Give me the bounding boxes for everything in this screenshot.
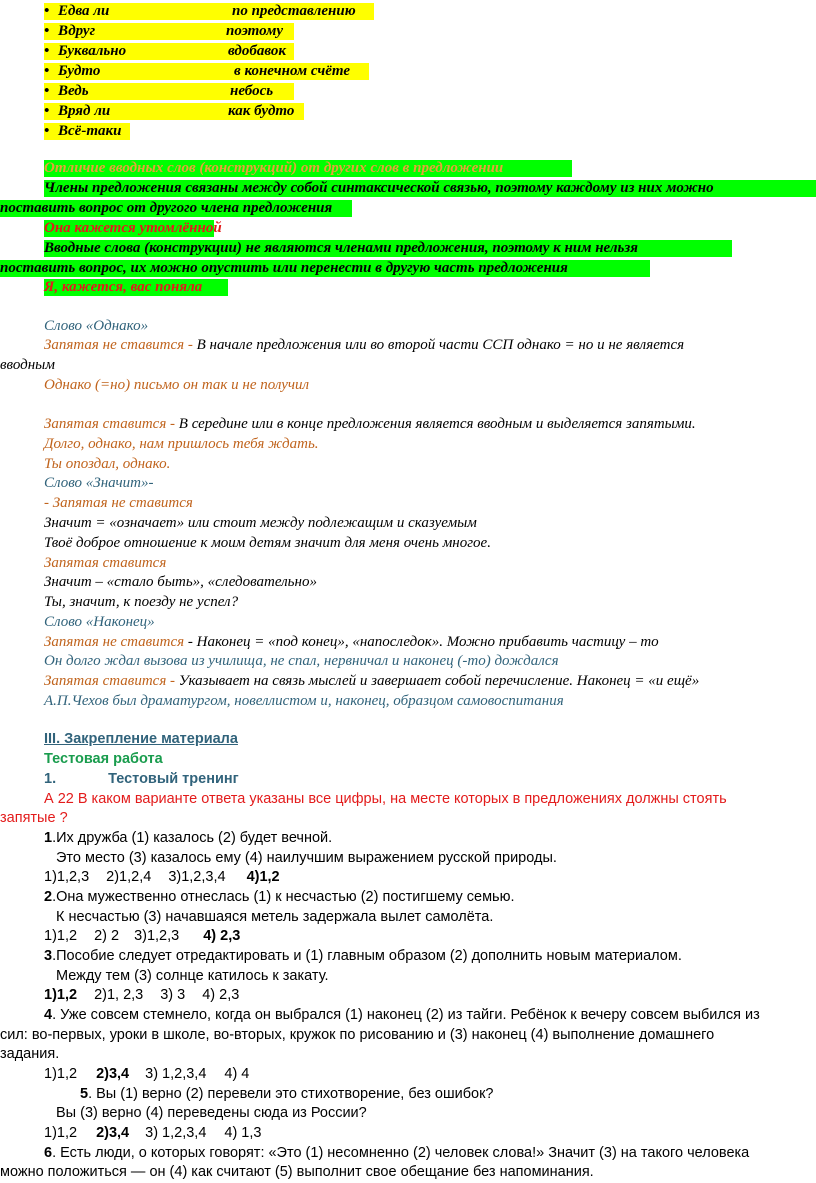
task-1-sentence2: Это место (3) казалось ему (4) наилучшим выражением русской природы. [56, 850, 557, 866]
task-5-options: 1)1,2 2)3,4 3) 1,2,3,4 4) 1,3 [44, 1125, 262, 1141]
task-1-sentence1: 1.Их дружба (1) казалось (2) будет вечной. [44, 830, 333, 846]
nakonets-rule2: Запятая ставится - Указывает на связь мыслей и завершает собой перечисление. Наконец = «и ещё» [44, 673, 700, 689]
znachit-comma: Запятая ставится [44, 555, 167, 571]
green-block-heading: Отличие вводных слов (конструкций) от других слов в предложении [44, 160, 572, 177]
task-6-line1: 6. Есть люди, о которых говорят: «Это (1) несомненно (2) человек слова!» Значит (3) на такого человека [44, 1145, 750, 1161]
znachit-example2: Ты, значит, к поезду не успел? [44, 594, 239, 610]
odnako-example1: Однако (=но) письмо он так и не получил [44, 377, 310, 393]
nakonets-example2: А.П.Чехов был драматургом, новеллистом и, наконец, образцом самовоспитания [44, 693, 564, 709]
green-block-p1-line1: Члены предложения связаны между собой синтаксической связью, поэтому каждому из них можно [44, 180, 816, 197]
task-5-sentence2: Вы (3) верно (4) переведены сюда из России? [56, 1105, 367, 1121]
odnako-rule1-line1: Запятая не ставится - В начале предложения или во второй части ССП однако = но и не является [44, 337, 685, 353]
task-6-line2: можно положиться — он (4) как считают (5) выполнит свое обещание без напоминания. [0, 1164, 594, 1180]
green-block-p1-line2: поставить вопрос от другого члена предложения [0, 200, 352, 217]
task-1-options: 1)1,2,3 2)1,2,4 3)1,2,3,4 4)1,2 [44, 869, 280, 885]
znachit-no-comma: - Запятая не ставится [44, 495, 193, 511]
task-3-options: 1)1,2 2)1, 2,3 3) 3 4) 2,3 [44, 987, 240, 1003]
task-3-sentence1: 3.Пособие следует отредактировать и (1) главным образом (2) дополнить новым материалом. [44, 948, 682, 964]
odnako-rule2: Запятая ставится - В середине или в конце предложения является вводным и выделяется запятыми. [44, 416, 696, 432]
green-block-example2: Я, кажется, вас поняла [44, 279, 228, 296]
odnako-example2: Долго, однако, нам пришлось тебя ждать. [44, 436, 319, 452]
nakonets-title: Слово «Наконец» [44, 614, 155, 630]
nakonets-example1: Он долго ждал вызова из училища, не спал, нервничал и наконец (-то) дождался [44, 653, 559, 669]
test-question-line1: А 22 В каком варианте ответа указаны все цифры, на месте которых в предложениях должны стоять [44, 791, 727, 807]
task-4-line2: сил: во-первых, уроки в школе, во-вторых, кружок по рисованию и (3) наконец (4) выполнение домашнего [0, 1027, 715, 1043]
green-block-p2-line1: Вводные слова (конструкции) не являются членами предложения, поэтому к ним нельзя [44, 240, 732, 257]
odnako-rule1-line2: вводным [0, 357, 55, 373]
task-4-line1: 4. Уже совсем стемнело, когда он выбрался (1) наконец (2) из тайги. Ребёнок к вечеру совсем выбился из [44, 1007, 760, 1023]
task-3-sentence2: Между тем (3) солнце катилось к закату. [56, 968, 329, 984]
list-item: • Будто в конечном счёте [44, 63, 369, 80]
green-block-p2-line2: поставить вопрос, их можно опустить или перенести в другую часть предложения [0, 260, 650, 277]
test-question-line2: запятые ? [0, 810, 68, 826]
list-item: • Буквально вдобавок [44, 43, 294, 60]
section-subtitle: Тестовая работа [44, 751, 163, 767]
task-4-options: 1)1,2 2)3,4 3) 1,2,3,4 4) 4 [44, 1066, 250, 1082]
znachit-rule2: Значит – «стало быть», «следовательно» [44, 574, 317, 590]
nakonets-rule1: Запятая не ставится - Наконец = «под конец», «напоследок». Можно прибавить частицу – то [44, 634, 659, 650]
list-item: • Ведь небось [44, 83, 294, 100]
odnako-example3: Ты опоздал, однако. [44, 456, 171, 472]
list-item: • Едва ли по представлению [44, 3, 374, 20]
list-item: • Вряд ли как будто [44, 103, 304, 120]
znachit-example1: Твоё доброе отношение к моим детям значит для меня очень многое. [44, 535, 491, 551]
task-2-options: 1)1,2 2) 2 3)1,2,3 4) 2,3 [44, 928, 241, 944]
section-item: 1. Тестовый тренинг [44, 771, 239, 787]
task-4-line3: задания. [0, 1046, 60, 1062]
green-block-example1: Она кажется утомлённой [44, 220, 222, 236]
task-5-sentence1: 5. Вы (1) верно (2) перевели это стихотворение, без ошибок? [80, 1086, 494, 1102]
znachit-title: Слово «Значит»- [44, 475, 154, 491]
list-item: • Вдруг поэтому [44, 23, 294, 40]
znachit-rule1: Значит = «означает» или стоит между подлежащим и сказуемым [44, 515, 477, 531]
section-title: III. Закрепление материала [44, 731, 238, 747]
list-item: • Всё-таки [44, 123, 130, 140]
odnako-title: Слово «Однако» [44, 318, 149, 334]
task-2-sentence1: 2.Она мужественно отнеслась (1) к несчастью (2) постигшему семью. [44, 889, 515, 905]
task-2-sentence2: К несчастью (3) начавшаяся метель задержала вылет самолёта. [56, 909, 494, 925]
